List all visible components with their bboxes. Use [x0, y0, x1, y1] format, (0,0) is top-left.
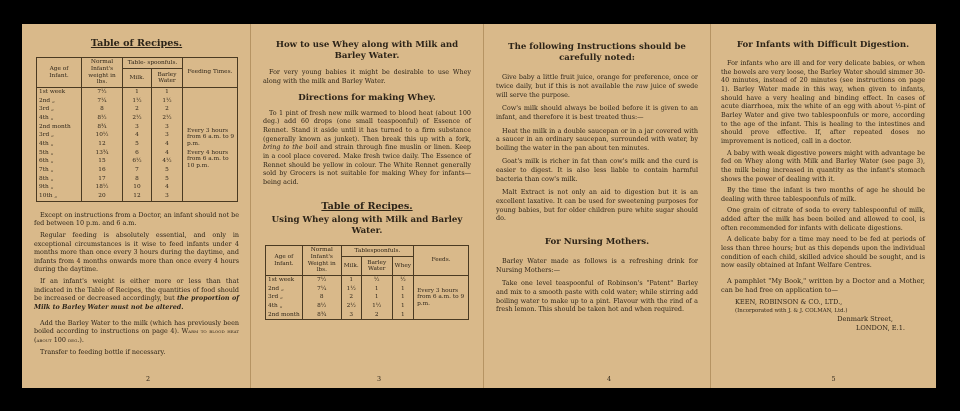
table-cell: 8½ — [302, 302, 341, 311]
goats-milk-note: Goat's milk is richer in fat than cow's milk and the curd is easier to digest. It is also less liable to contain harmful bacteria than cow's milk. — [496, 157, 698, 183]
warm-instruction: Warm to blood heat (about 100 deg.). — [34, 327, 239, 344]
table-cell: 5 — [152, 166, 183, 175]
publisher-notice — [721, 277, 925, 334]
table-cell: 8 — [123, 175, 152, 184]
weight-note-text: If an infant's weight is either more or less than that indicated in the Table of Recipes, the quantities of food should be increased or decreased accordingly, but — [34, 277, 239, 303]
table-cell: 7½ — [82, 88, 123, 97]
col-tablespoonfuls: Table- spoonfuls. — [123, 58, 183, 69]
col-barley: Barley Water — [361, 257, 392, 276]
col-weight: Normal Infant's weight in lbs. — [82, 58, 123, 88]
feeding-times-cell: Every 4 hours from 6 a.m. to 10 p.m. — [183, 149, 238, 201]
table-cell: 10½ — [82, 131, 123, 140]
table-cell: 2nd „ — [37, 97, 82, 106]
recipes-table-body — [37, 88, 238, 202]
table-cell: 1 — [361, 293, 392, 302]
table-cell: 2½ — [341, 302, 361, 311]
table-cell: 9th „ — [37, 183, 82, 192]
table-cell: 1½ — [341, 285, 361, 294]
table-cell: 3 — [152, 131, 183, 140]
col-tablespoonfuls: Tablespoonfuls. — [341, 246, 413, 257]
col-feeding: Feeding Times. — [183, 58, 238, 88]
table-cell: 7½ — [302, 276, 341, 285]
whey-table — [265, 245, 469, 320]
citrate-of-soda-note: One grain of citrate of soda to every tablespoonful of milk, added after the milk has been boiled and allowed to cool, is often recommended for infants with delicate digestions. — [721, 206, 925, 232]
col-weight: Normal Infant's Weight in lbs. — [302, 246, 341, 276]
whey-table-title: Table of Recipes. — [321, 200, 413, 212]
table-cell: 18½ — [82, 183, 123, 192]
table-cell: 2nd month — [266, 311, 303, 320]
table-cell: 4½ — [152, 157, 183, 166]
table-cell: 3 — [341, 311, 361, 320]
delicate-baby-note: A delicate baby for a time may need to be fed at periods of less than three hours; but as this depends upon the individual condition of each child, skilled advice should be sought, and is now easily obtained at Infant Welfare Centres. — [721, 235, 925, 270]
table-cell: 8¾ — [82, 123, 123, 132]
table-cell: 4 — [152, 183, 183, 192]
table-cell: 1½ — [123, 97, 152, 106]
col-feeds: Feeds. — [414, 246, 469, 276]
table-cell: 1½ — [361, 302, 392, 311]
barley-note — [34, 319, 239, 345]
table-cell: 3rd „ — [266, 293, 303, 302]
page-4-panel — [484, 24, 710, 388]
table-cell: 16 — [82, 166, 123, 175]
table-cell: 1 — [392, 293, 413, 302]
table-cell: 1 — [152, 88, 183, 97]
table-cell: 13¾ — [82, 149, 123, 158]
table-cell: 8¾ — [302, 311, 341, 320]
col-milk: Milk. — [123, 69, 152, 88]
page-5-panel — [711, 24, 936, 388]
table-cell: 7¼ — [82, 97, 123, 106]
fruit-juice-emphasis: raw — [635, 81, 649, 90]
boiling-note: Cow's milk should always be boiled before it is given to an infant, and therefore it is best treated thus:— — [496, 104, 698, 121]
page-number: 2 — [145, 375, 151, 384]
table-cell: 4th „ — [266, 302, 303, 311]
fruit-juice-text-b: juice of swede will serve the purpose. — [496, 81, 698, 99]
table-cell: 12 — [123, 192, 152, 201]
weak-digestion-note: A baby with weak digestive powers might with advantage be fed on Whey along with Milk and Barley Water (see page 3), the milk being increased in quantity as the infant's stomach shows the power of dealing with it. — [721, 148, 925, 183]
whey-table-body — [266, 276, 469, 320]
table-cell: 15 — [82, 157, 123, 166]
table-cell: 1 — [392, 285, 413, 294]
table-cell: 6th „ — [37, 157, 82, 166]
table-cell: 7¼ — [302, 285, 341, 294]
night-feeding-note: Except on instructions from a Doctor, an infant should not be fed between 10 p.m. and 6 a.m. — [34, 210, 239, 228]
table-cell: 6½ — [123, 157, 152, 166]
table-row — [37, 149, 238, 158]
table-cell: 8th „ — [37, 175, 82, 184]
col-barley: Barley Water — [152, 69, 183, 88]
table-cell: 1 — [341, 276, 361, 285]
table-cell: 12 — [82, 140, 123, 149]
table-cell: 2 — [123, 105, 152, 114]
table-cell: 7 — [123, 166, 152, 175]
table-cell: 2½ — [152, 114, 183, 123]
barley-water-recipe: Take one level teaspoonful of Robinson's "Patent" Barley and mix to a smooth paste with cold water; while stirring add boiling water to make up to a pint. Flavour with the rind of a fresh lemon. This should be taken hot and when required. — [496, 279, 698, 314]
whey-usage-title: How to use Whey along with Milk and Barley Water. — [275, 40, 459, 62]
table-cell: 3 — [123, 123, 152, 132]
table-row — [37, 88, 238, 97]
whey-directions-emphasis: bring to the boil — [263, 143, 318, 152]
recipes-table-title: Table of Recipes. — [90, 38, 183, 49]
table-cell: 17 — [82, 175, 123, 184]
company-city: LONDON, E.1. — [856, 324, 905, 333]
malt-extract-note: Malt Extract is not only an aid to digestion but it is an excellent laxative. It can be used for sweetening purposes for young babies, but for older children pure white sugar should do. — [496, 188, 698, 223]
page-number: 4 — [606, 375, 612, 384]
fruit-juice-text-a: Give baby a little fruit juice, orange for preference, once or twice daily, but if this is not available the — [496, 73, 698, 90]
table-cell: 8 — [302, 293, 341, 302]
whey-directions — [263, 109, 471, 187]
table-cell: 2½ — [123, 114, 152, 123]
table-cell: 1 — [392, 302, 413, 311]
company-street: Denmark Street, — [837, 315, 893, 324]
leaflet-sheet — [22, 24, 936, 388]
table-cell: 2 — [341, 293, 361, 302]
table-cell: 5th „ — [37, 149, 82, 158]
barley-note-text: Add the Barley Water to the milk (which has previously been boiled according to instructions on page 4). — [34, 318, 239, 336]
fruit-juice-note — [496, 73, 698, 99]
feeds-cell: Every 3 hours from 6 a.m. to 9 p.m. — [414, 276, 469, 320]
two-months-note: By the time the infant is two months of age he should be dealing with three tablespoonfuls of milk. — [721, 186, 925, 203]
table-cell: 4th „ — [37, 140, 82, 149]
table-cell: 1½ — [152, 97, 183, 106]
table-cell: 10 — [123, 183, 152, 192]
table-cell: 4 — [123, 131, 152, 140]
difficult-digestion-title: For Infants with Difficult Digestion. — [736, 40, 910, 50]
col-age: Age of Infant. — [266, 246, 303, 276]
whey-table-subtitle: Using Whey along with Milk and Barley Water. — [271, 215, 463, 237]
nursing-mothers-intro: Barley Water made as follows is a refreshing drink for Nursing Mothers:— — [496, 257, 698, 274]
table-cell: 2 — [152, 105, 183, 114]
table-cell: 1st week — [266, 276, 303, 285]
regular-feeding-note: Regular feeding is absolutely essential, and only in exceptional circumstances is it wise to feed infants under 4 months more than once every 3 hours during the daytime, and infants from 4 months onwards more than once every 4 hours during the daytime. — [34, 230, 239, 274]
whey-directions-text-a: To 1 pint of fresh new milk warmed to blood heat (about 100 deg.) add 60 drops (one small teaspoonful) of Essence of Rennet. Stand it aside until it has turned to a firm substance (generally known as junket). Then break this up with a fork, — [263, 108, 471, 143]
table-cell: 3rd „ — [37, 131, 82, 140]
page-2-panel — [22, 24, 250, 388]
table-cell: 2 — [361, 311, 392, 320]
feeding-times-cell: Every 3 hours from 6 a.m. to 9 p.m. — [183, 88, 238, 149]
col-age: Age of Infant. — [37, 58, 82, 88]
proportion-warning: the proportion of Milk to Barley Water must not be altered. — [34, 294, 239, 312]
table-cell: 20 — [82, 192, 123, 201]
table-cell: 3 — [152, 192, 183, 201]
table-cell: 2nd „ — [266, 285, 303, 294]
table-cell: 1 — [392, 311, 413, 320]
barley-water-healing-note: For infants who are ill and for very delicate babies, or when the bowels are very loose, the Barley Water should simmer 30-40 minutes, instead of 20 minutes (see instructions on page 1). Barley Water made in this way, when given to infants, should have a very healing and binding effect. In cases of acute diarrhoea, mix the white of an egg with about ½-pint of Barley Water and give two tablespoonfuls or more, according to the age of the infant. This is healing to the intestines and should prove effective. If, after repeated doses no improvement is noticed, call in a doctor. — [721, 59, 925, 145]
table-cell: ½ — [392, 276, 413, 285]
table-cell: 3 — [152, 123, 183, 132]
table-cell: 4 — [152, 149, 183, 158]
company-incorporation: (Incorporated with J. & J. COLMAN, Ltd.) — [735, 307, 848, 314]
table-cell: 7th „ — [37, 166, 82, 175]
page-3-panel — [251, 24, 483, 388]
table-cell: 2nd month — [37, 123, 82, 132]
table-cell: 1st week — [37, 88, 82, 97]
table-cell: 1 — [361, 285, 392, 294]
table-cell: 5 — [123, 140, 152, 149]
table-cell: 3rd „ — [37, 105, 82, 114]
table-cell: 8 — [82, 105, 123, 114]
bottle-note: Transfer to feeding bottle if necessary. — [40, 347, 166, 356]
table-cell: 8½ — [82, 114, 123, 123]
whey-intro: For very young babies it might be desirable to use Whey along with the milk and Barley Water. — [263, 68, 471, 85]
recipes-table — [36, 57, 238, 201]
whey-directions-title: Directions for making Whey. — [298, 92, 436, 103]
nursing-mothers-title: For Nursing Mothers. — [544, 236, 650, 247]
col-whey: Whey — [392, 257, 413, 276]
weight-note — [34, 277, 239, 312]
table-cell: 4th „ — [37, 114, 82, 123]
table-cell: 10th „ — [37, 192, 82, 201]
col-milk: Milk. — [341, 257, 361, 276]
table-cell: 4 — [152, 140, 183, 149]
table-cell: 5 — [152, 175, 183, 184]
pamphlet-note: A pamphlet "My Book," written by a Doctor and a Mother, can be had free on application to— — [721, 276, 925, 295]
page-number: 3 — [376, 375, 382, 384]
table-cell: ½ — [361, 276, 392, 285]
company-name: KEEN, ROBINSON & CO., LTD., — [735, 298, 843, 307]
table-row — [266, 276, 469, 285]
instructions-title: The following Instructions should be carefully noted: — [508, 42, 686, 64]
whey-directions-text-b: and strain through fine muslin or linen. Keep in a cool place covered. Make fresh twice daily. The Essence of Rennet should be yellow in colour. The White Rennet generally sold by Grocers is not suitable for making Whey for infants—being acid. — [263, 143, 471, 186]
table-cell: 6 — [123, 149, 152, 158]
table-cell: 1 — [123, 88, 152, 97]
page-number: 5 — [831, 375, 836, 384]
heating-method: Heat the milk in a double saucepan or in a jar covered with a saucer in an ordinary saucepan, surrounded with water, by boiling the water in the pan about ten minutes. — [496, 126, 698, 152]
